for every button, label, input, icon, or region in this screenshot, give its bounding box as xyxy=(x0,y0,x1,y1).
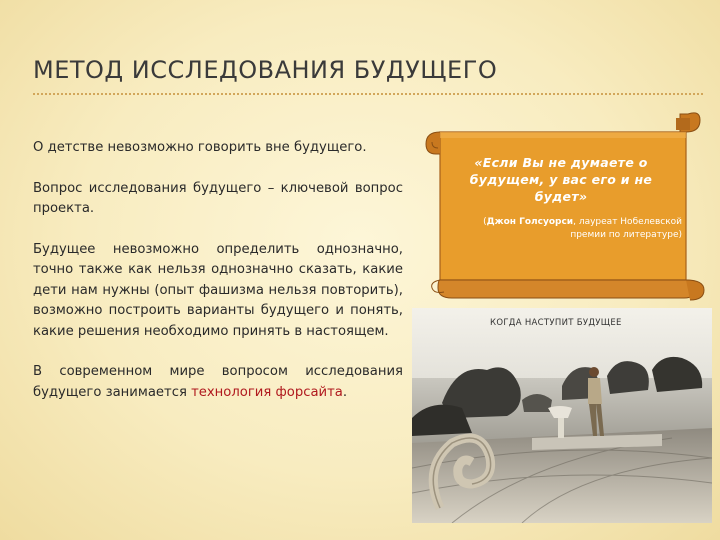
paragraph-1: О детстве невозможно говорить вне будущего. xyxy=(33,140,367,155)
paragraph-3: Будущее невозможно определить однозначно, точно также как нельзя однозначно сказать, какие дети нам нужны (опыт фашизма нельзя повторить), возможно построить варианты будущего и понять, какие решения необходимо принять в настоящем. xyxy=(33,241,403,339)
foresight-link[interactable]: технология форсайта xyxy=(191,384,343,400)
photo-caption: КОГДА НАСТУПИТ БУДУЩЕЕ xyxy=(490,318,622,328)
paragraph-4-text: В современном мире вопросом исследования будущего занимается xyxy=(33,364,403,400)
attribution-open: ( xyxy=(483,217,487,227)
slide-title: МЕТОД ИССЛЕДОВАНИЯ БУДУЩЕГО xyxy=(33,56,498,84)
paragraph-4-tail: . xyxy=(342,384,348,400)
paragraph-4 xyxy=(33,362,403,403)
title-divider xyxy=(33,93,703,95)
quote-attribution xyxy=(470,216,682,242)
paragraph-2: Вопрос исследования будущего – ключевой вопрос проекта. xyxy=(33,180,403,216)
future-photo xyxy=(412,308,712,523)
quote-scroll xyxy=(418,112,708,302)
attribution-rest: , лауреат Нобелевской премии по литературе) xyxy=(570,217,682,240)
quote-author: Джон Голсуорси xyxy=(486,217,574,227)
body-text xyxy=(33,138,403,423)
quote-text: «Если Вы не думаете о будущем, у вас его и не будет» xyxy=(469,155,653,204)
